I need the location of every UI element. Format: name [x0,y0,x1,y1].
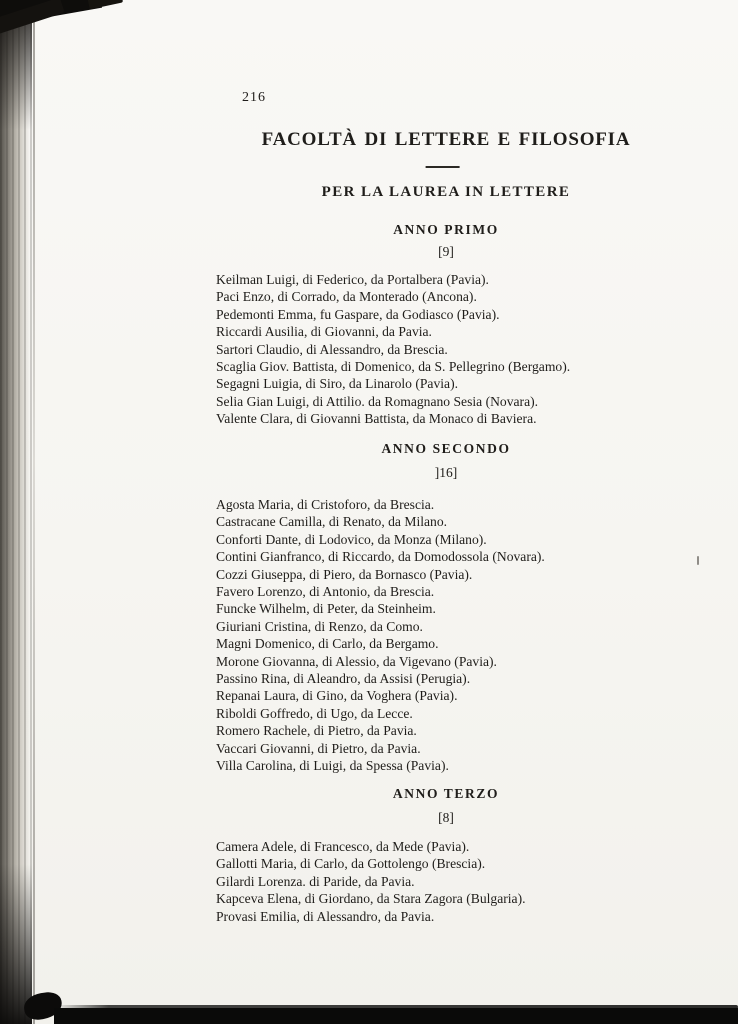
student-entry: Sartori Claudio, di Alessandro, da Brescia. [216,341,448,357]
student-entry: Agosta Maria, di Cristoforo, da Brescia. [216,497,435,512]
scan-corner-artifact [87,0,123,9]
student-entry: Provasi Emilia, di Alessandro, da Pavia. [216,908,435,924]
scan-left-fold-line [33,0,35,1024]
student-entry: Contini Gianfranco, di Riccardo, da Domodossola (Novara). [216,549,545,565]
document-title: FACOLTÀ DI LETTERE E FILOSOFIA [261,129,631,150]
student-entry: Cozzi Giuseppa, di Piero, da Bornasco (Pavia). [216,566,473,582]
document-subtitle: PER LA LAUREA IN LETTERE [321,184,571,200]
section-heading-anno-primo: ANNO PRIMO [393,222,499,237]
student-entry: Giuriani Cristina, di Renzo, da Como. [216,618,423,634]
student-entry: Castracane Camilla, di Renato, da Milano. [216,514,448,530]
student-list-anno-terzo [216,838,682,925]
student-entry: Funcke Wilhelm, di Peter, da Steinheim. [216,601,436,617]
student-entry: Gilardi Lorenza. di Paride, da Pavia. [216,873,415,889]
section-heading-anno-terzo: ANNO TERZO [392,786,500,801]
student-entry: Gallotti Maria, di Carlo, da Gottolengo (Brescia). [216,856,486,872]
student-entry: Vaccari Giovanni, di Pietro, da Pavia. [216,740,421,756]
page-number: 216 [242,90,266,105]
student-entry: Riccardi Ausilia, di Giovanni, da Pavia. [216,324,432,340]
student-entry: Conforti Dante, di Lodovico, da Monza (Milano). [216,531,487,547]
student-entry: Romero Rachele, di Pietro, da Pavia. [216,723,417,739]
student-entry: Morone Giovanna, di Alessio, da Vigevano (Pavia). [216,653,497,669]
student-entry: Villa Carolina, di Luigi, da Spessa (Pavia). [216,758,449,774]
student-entry: Pedemonti Emma, fu Gaspare, da Godiasco (Pavia). [216,306,500,322]
section-count-anno-primo: [9] [438,244,454,259]
student-entry: Selia Gian Luigi, di Attilio. da Romagnano Sesia (Novara). [216,393,539,409]
section-count-anno-terzo: [8] [438,810,454,825]
section-count-anno-secondo: ]16] [434,465,458,480]
student-entry: Keilman Luigi, di Federico, da Portalbera (Pavia). [216,272,489,287]
student-list-anno-secondo [216,496,682,775]
student-list-anno-primo [216,271,682,428]
student-entry: Paci Enzo, di Corrado, da Monterado (Ancona). [216,289,477,305]
student-entry: Kapceva Elena, di Giordano, da Stara Zagora (Bulgaria). [216,891,526,907]
student-entry: Camera Adele, di Francesco, da Mede (Pavia). [216,839,470,854]
student-entry: Favero Lorenzo, di Antonio, da Brescia. [216,584,435,600]
student-entry: Valente Clara, di Giovanni Battista, da Monaco di Baviera. [216,411,537,427]
title-divider-rule [426,166,460,168]
page-content [210,0,682,1024]
section-heading-anno-secondo: ANNO SECONDO [381,441,511,456]
scan-stray-mark [697,556,699,565]
student-entry: Scaglia Giov. Battista, di Domenico, da S. Pellegrino (Bergamo). [216,359,571,375]
student-entry: Riboldi Goffredo, di Ugo, da Lecce. [216,705,413,721]
student-entry: Passino Rina, di Aleandro, da Assisi (Perugia). [216,671,471,687]
student-entry: Magni Domenico, di Carlo, da Bergamo. [216,636,439,652]
student-entry: Repanai Laura, di Gino, da Voghera (Pavia). [216,688,458,704]
student-entry: Segagni Luigia, di Siro, da Linarolo (Pavia). [216,376,458,392]
